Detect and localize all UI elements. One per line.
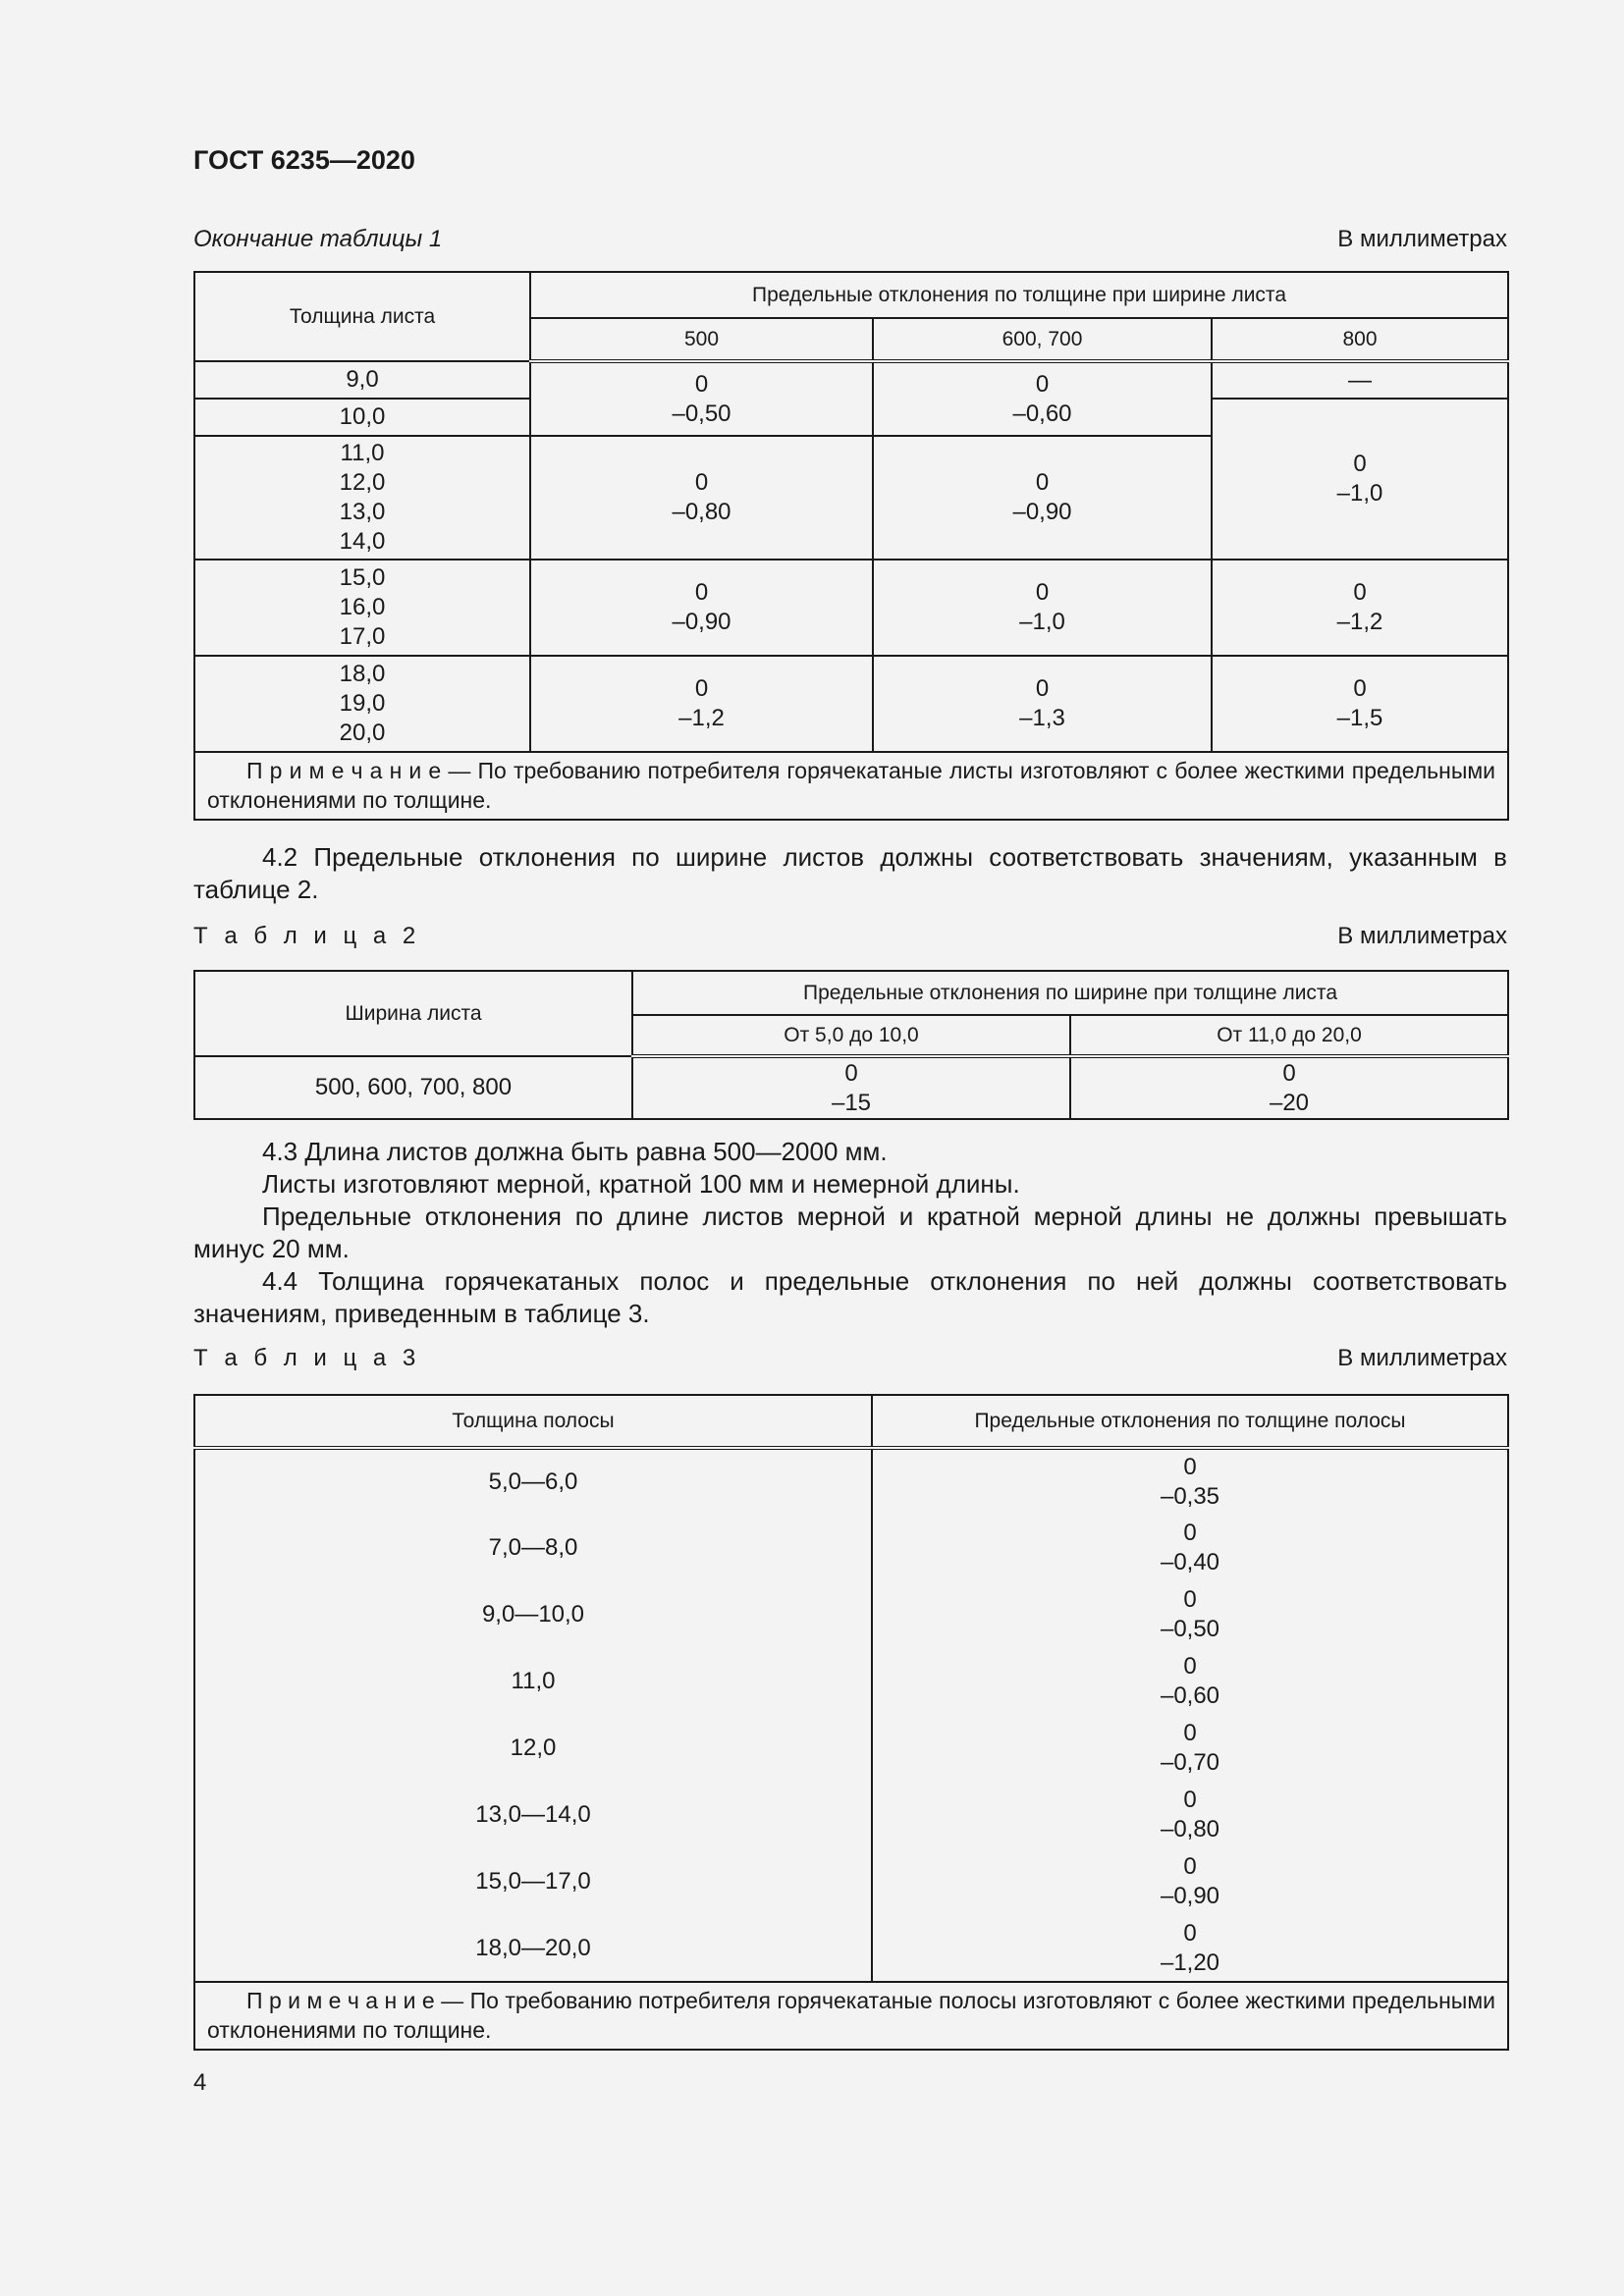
table3-note: П р и м е ч а н и е — По требованию потребителя горячекатаные полосы изготовляют с более жесткими предельными отклонениями по толщине.	[194, 1982, 1508, 2050]
table1-thickness: 10,0	[194, 399, 530, 436]
table1-thickness: 15,0 16,0 17,0	[194, 560, 530, 656]
table1-cell: 0 –1,3	[873, 656, 1212, 752]
table3-deviation: 0 –1,20	[872, 1915, 1508, 1982]
table1-cell: 0 –0,50	[530, 361, 873, 436]
table3-thickness: 13,0—14,0	[194, 1782, 872, 1848]
table2-row-label: 500, 600, 700, 800	[194, 1056, 632, 1119]
table1-group-header: Предельные отклонения по толщине при ширине листа	[530, 272, 1508, 318]
table1-unit: В миллиметрах	[1337, 226, 1507, 252]
table1-cell: —	[1212, 361, 1508, 399]
table1-cell: 0 –0,90	[530, 560, 873, 656]
table2-sub-header: От 5,0 до 10,0	[632, 1015, 1070, 1056]
table1-thickness: 11,0 12,0 13,0 14,0	[194, 436, 530, 560]
table3-deviation: 0 –0,70	[872, 1715, 1508, 1782]
standard-title: ГОСТ 6235—2020	[193, 145, 415, 175]
table3-col-header: Предельные отклонения по толщине полосы	[872, 1395, 1508, 1448]
table1-cell: 0 –1,2	[1212, 560, 1508, 656]
table3-thickness: 12,0	[194, 1715, 872, 1782]
table-2	[193, 970, 1509, 1120]
table3-deviation: 0 –0,80	[872, 1782, 1508, 1848]
table3-caption: Т а б л и ц а 3	[193, 1345, 421, 1371]
page-number: 4	[193, 2069, 207, 2096]
table2-unit: В миллиметрах	[1337, 923, 1507, 949]
paragraph-4-3-line2: Листы изготовляют мерной, кратной 100 мм и немерной длины.	[262, 1169, 1020, 1199]
paragraph-4-3: 4.3 Длина листов должна быть равна 500—2000 мм.	[262, 1137, 888, 1166]
table3-col-header: Толщина полосы	[194, 1395, 872, 1448]
table-1	[193, 271, 1509, 821]
table3-thickness: 7,0—8,0	[194, 1515, 872, 1581]
table1-note: П р и м е ч а н и е — По требованию потребителя горячекатаные листы изготовляют с более жесткими предельными отклонениями по толщине.	[194, 752, 1508, 820]
table3-thickness: 11,0	[194, 1648, 872, 1715]
table1-sub-header-800: 800	[1212, 318, 1508, 361]
table3-deviation: 0 –0,50	[872, 1581, 1508, 1648]
table1-col-header: Толщина листа	[194, 272, 530, 361]
table3-thickness: 9,0—10,0	[194, 1581, 872, 1648]
table3-deviation: 0 –0,40	[872, 1515, 1508, 1581]
table3-unit: В миллиметрах	[1337, 1345, 1507, 1371]
paragraph-4-4: 4.4 Толщина горячекатаных полос и предельные отклонения по ней должны соответствовать значениям, приведенным в таблице 3.	[193, 1266, 1507, 1328]
table1-cell: 0 –0,90	[873, 436, 1212, 560]
table1-sub-header-600-700: 600, 700	[873, 318, 1212, 361]
table1-sub-header-500: 500	[530, 318, 873, 361]
table1-cell: 0 –1,2	[530, 656, 873, 752]
table3-deviation: 0 –0,90	[872, 1848, 1508, 1915]
table1-cell: 0 –1,0	[873, 560, 1212, 656]
paragraph-4-3-line3: Предельные отклонения по длине листов мерной и кратной мерной длины не должны превышать минус 20 мм.	[193, 1201, 1507, 1263]
table2-group-header: Предельные отклонения по ширине при толщине листа	[632, 971, 1508, 1015]
table3-thickness: 5,0—6,0	[194, 1448, 872, 1515]
table1-cell: 0 –0,80	[530, 436, 873, 560]
table3-thickness: 18,0—20,0	[194, 1915, 872, 1982]
table1-thickness: 18,0 19,0 20,0	[194, 656, 530, 752]
table1-caption: Окончание таблицы 1	[193, 226, 443, 252]
table3-thickness: 15,0—17,0	[194, 1848, 872, 1915]
table2-cell: 0 –15	[632, 1056, 1070, 1119]
table1-thickness: 9,0	[194, 361, 530, 399]
table1-cell: 0 –1,5	[1212, 656, 1508, 752]
table-3	[193, 1394, 1509, 2051]
paragraph-4-2: 4.2 Предельные отклонения по ширине листов должны соответствовать значениям, указанным в таблице 2.	[193, 842, 1507, 904]
table3-deviation: 0 –0,60	[872, 1648, 1508, 1715]
table2-caption: Т а б л и ц а 2	[193, 923, 421, 949]
table2-sub-header: От 11,0 до 20,0	[1070, 1015, 1508, 1056]
table1-cell: 0 –0,60	[873, 361, 1212, 436]
table3-deviation: 0 –0,35	[872, 1448, 1508, 1515]
table1-cell: 0 –1,0	[1212, 399, 1508, 560]
table2-col-header: Ширина листа	[194, 971, 632, 1056]
table2-cell: 0 –20	[1070, 1056, 1508, 1119]
